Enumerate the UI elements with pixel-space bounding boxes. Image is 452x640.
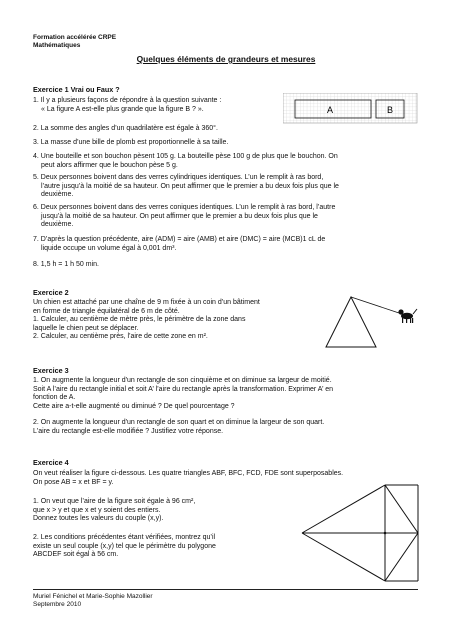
ex1-item-4 <box>33 153 418 170</box>
exercise-2-heading: Exercice 2 <box>33 288 69 297</box>
page-title: Quelques éléments de grandeurs et mesures <box>136 54 316 64</box>
dog-icon <box>398 309 417 323</box>
ex1-item-4-line: 4. Une bouteille et son bouchon pèsent 105 g. La bouteille pèse 100 g de plus que le bouchon. On <box>33 153 338 160</box>
ex4-line: 2. Les conditions précédentes étant vérifiées, montrez qu’il <box>33 534 216 541</box>
ex1-item-1-line: « La figure A est-elle plus grande que la figure B ? ». <box>41 105 204 113</box>
ex1-item-2: 2. La somme des angles d’un quadrilatère est égale à 360°. <box>33 125 218 132</box>
ex4-line: On veut réaliser la figure ci-dessous. Les quatre triangles ABF, BFC, FCD, FDE sont superposables. <box>33 470 344 477</box>
ex1-item-1-line: 1. Il y a plusieurs façons de répondre à la question suivante : <box>33 97 222 104</box>
ex3-part-1 <box>33 377 418 411</box>
ex4-line: que x > y et que x et y soient des entiers. <box>33 506 161 514</box>
ex4-line: On pose AB = x et BF = y. <box>33 478 114 486</box>
ex4-line: 1. On veut que l’aire de la figure soit égale à 96 cm², <box>33 498 196 505</box>
ex2-line: Un chien est attaché par une chaîne de 9 m fixée à un coin d’un bâtiment <box>33 299 260 306</box>
exercise-4-heading: Exercice 4 <box>33 458 69 467</box>
exercise-3-heading: Exercice 3 <box>33 366 69 375</box>
ex1-item-6-line: deuxième. <box>41 221 74 229</box>
ex2-text <box>33 299 323 342</box>
ex1-item-3: 3. La masse d’une bille de plomb est proportionnelle à sa taille. <box>33 139 229 146</box>
ex4-line: existe un seul couple (x,y) tel que le périmètre du polygone <box>33 542 216 550</box>
ex1-item-4-line: peut alors affirmer que le bouchon pèse 5 g. <box>41 161 178 169</box>
ex3-line: 1. On augmente la longueur d'un rectangle de son cinquième et on diminue sa largeur de moitié. <box>33 377 332 384</box>
ex3-line: 2. On augmente la longueur d'un rectangle de son quart et on diminue la largeur de son quart. <box>33 419 325 426</box>
ex3-line: Cette aire a-t-elle augmenté ou diminué ? De quel pourcentage ? <box>33 402 235 410</box>
exercise-1-heading: Exercice 1 Vrai ou Faux ? <box>33 85 120 94</box>
ex2-line: 2. Calculer, au centième près, l'aire de cette zone en m². <box>33 333 208 341</box>
ex3-line: Soit A l’aire du rectangle initial et soit A’ l’aire du rectangle après la transformation. Exprimer A’ en <box>33 385 333 393</box>
ex3-line: fonction de A. <box>33 394 76 402</box>
footer-authors: Muriel Fénichel et Marie-Sophie Mazollier <box>33 593 153 600</box>
footer <box>33 593 153 609</box>
ex3-part-2 <box>33 419 418 436</box>
ex1-item-7-line: liquide occupe un volume égal à 0,001 dm³. <box>41 244 177 252</box>
ex2-line: laquelle le chien peut se déplacer. <box>33 324 139 332</box>
polygon-abcdef-figure <box>298 482 423 584</box>
ex4-line: ABCDEF soit égal à 56 cm. <box>33 551 119 559</box>
ex1-item-6 <box>33 204 418 230</box>
triangle-building-figure <box>322 289 422 351</box>
figure-a-label: A <box>327 105 334 115</box>
ex4-question-1 <box>33 498 283 524</box>
course-name: Formation accélérée CRPE <box>33 34 117 41</box>
subject-name: Mathématiques <box>33 42 81 49</box>
ex3-line: L'aire du rectangle est-elle modifiée ? Justifiez votre réponse. <box>33 427 224 435</box>
ex1-item-5 <box>33 174 418 200</box>
triangle-building-shape <box>326 297 376 347</box>
ex2-line: 1. Calculer, au centième de mètre près, le périmètre de la zone dans <box>33 316 246 324</box>
ex1-item-6-line: 6. Deux personnes boivent dans des verres coniques identiques. L’un le remplit à ras bord, l’autre <box>33 204 336 211</box>
ex1-item-5-line: 5. Deux personnes boivent dans des verres cylindriques identiques. L’un le remplit à ras bord, <box>33 174 324 181</box>
ex4-line: Donnez toutes les valeurs du couple (x,y). <box>33 515 164 523</box>
ex1-item-5-line: l’autre jusqu’à la moitié de sa hauteur. On peut affirmer que le premier a bu deux fois plus que le <box>41 182 339 190</box>
ex1-item-8: 8. 1,5 h = 1 h 50 min. <box>33 261 99 268</box>
ex1-item-7 <box>33 236 418 253</box>
ex1-item-1 <box>33 97 281 114</box>
figure-b-label: B <box>387 105 394 115</box>
footer-date: Septembre 2010 <box>33 601 82 608</box>
ex1-item-7-line: 7. D’après la question précédente, aire (ADM) = aire (AMB) et aire (DMC) = aire (MCB)1 cL de <box>33 236 326 243</box>
ex2-line: en forme de triangle équilatéral de 6 m de côté. <box>33 307 180 315</box>
course-header <box>33 34 116 50</box>
ex1-item-6-line: jusqu’à la moitié de sa hauteur. On peut affirmer que le premier a bu deux fois plus que le <box>41 212 318 220</box>
ex1-item-5-line: deuxième. <box>41 191 74 199</box>
grid-figure-a-b <box>283 93 418 124</box>
footer-divider <box>33 589 418 590</box>
ex4-question-2 <box>33 534 283 560</box>
